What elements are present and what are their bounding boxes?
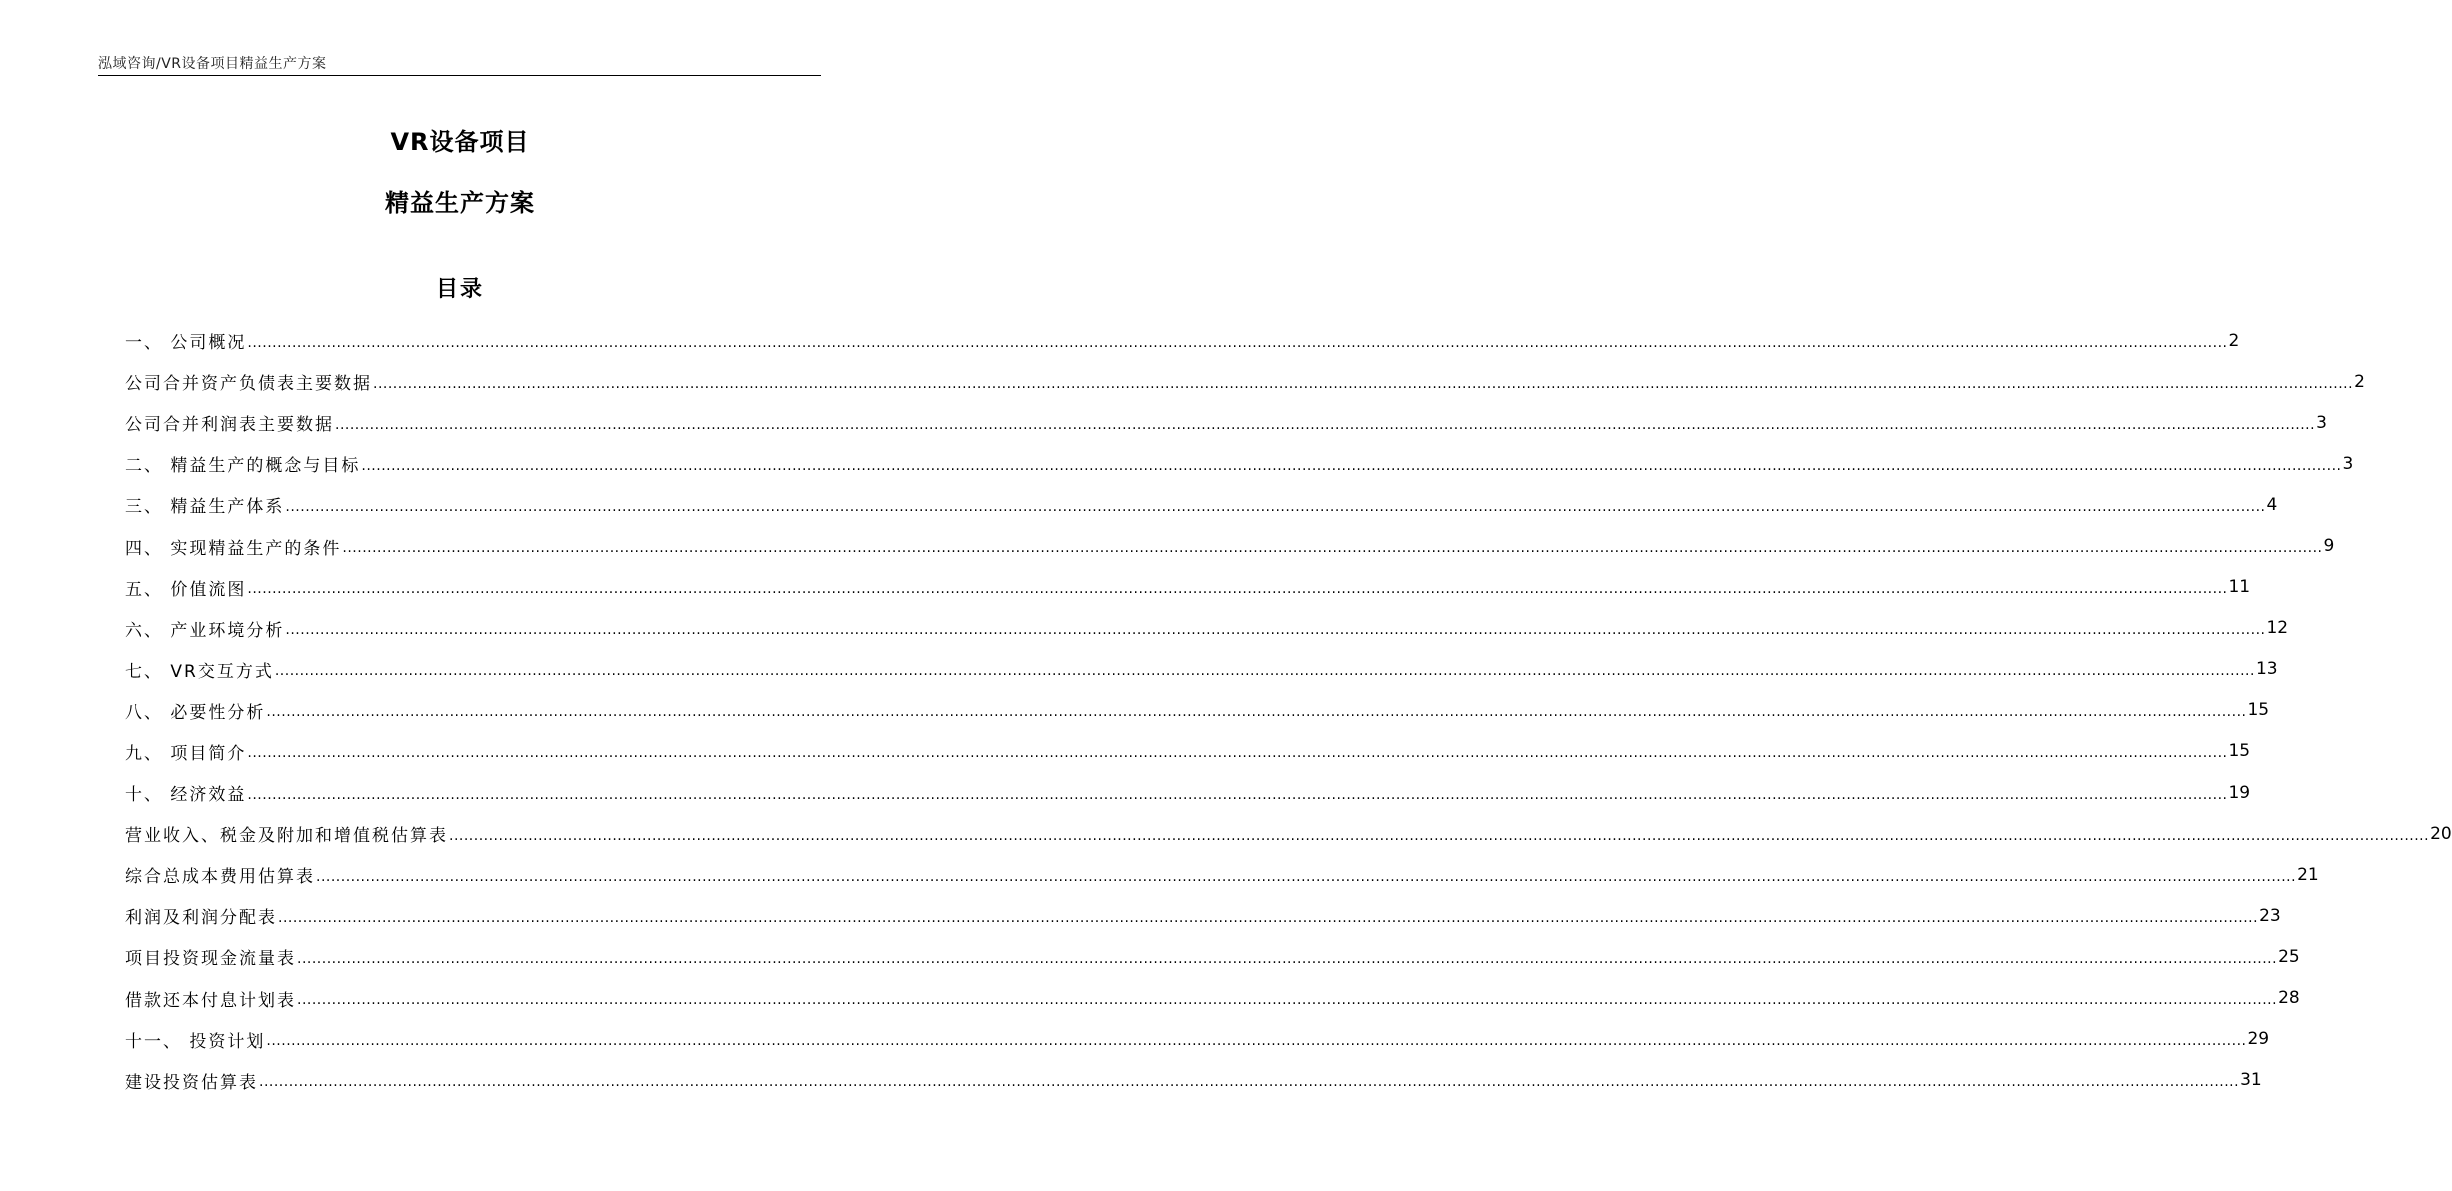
toc-dot-leader: ................................................................................................................................................................................................................................................................................................................................................................................................................ [274,663,2255,680]
toc-entry-page-number: 2 [2228,330,2240,351]
document-title-line-1: VR设备项目 [390,128,530,156]
header-rule [98,75,821,76]
toc-entry-title: 八、 必要性分析 [125,702,266,723]
toc-entry-page-number: 9 [2323,536,2335,557]
toc-entry[interactable] [125,320,2240,361]
toc-entry-page-number: 13 [2255,659,2278,680]
toc-entry[interactable] [125,484,2278,525]
toc-entry[interactable] [125,731,2251,772]
toc-entry-title: 四、 实现精益生产的条件 [125,538,342,559]
toc-entry-title: 建设投资估算表 [125,1072,258,1093]
toc-entry-page-number: 12 [2266,618,2289,639]
document-title-line-2: 精益生产方案 [385,189,535,217]
toc-dot-leader: ................................................................................................................................................................................................................................................................................................................................................................................................................ [342,540,2323,557]
toc-entry[interactable] [125,1019,2270,1060]
toc-entry[interactable] [125,402,2327,443]
toc-dot-leader: ................................................................................................................................................................................................................................................................................................................................................................................................................ [335,416,2316,433]
toc-dot-leader: ................................................................................................................................................................................................................................................................................................................................................................................................................ [278,909,2259,926]
toc-entry[interactable] [125,361,2365,402]
toc-entry-title: 项目投资现金流量表 [125,949,296,970]
toc-entry-title: 十、 经济效益 [125,785,247,806]
toc-entry-title: 五、 价值流图 [125,579,247,600]
toc-entry-title: 三、 精益生产体系 [125,497,285,518]
toc-entry[interactable] [125,978,2300,1019]
toc-dot-leader: ................................................................................................................................................................................................................................................................................................................................................................................................................ [297,992,2278,1009]
toc-entry-title: 综合总成本费用估算表 [125,867,315,888]
toc-entry-page-number: 2 [2354,371,2365,392]
toc-heading: 目录 [435,277,484,302]
toc-dot-leader: ................................................................................................................................................................................................................................................................................................................................................................................................................ [247,334,2228,351]
toc-dot-leader: ................................................................................................................................................................................................................................................................................................................................................................................................................ [361,457,2342,474]
toc-entry-title: 九、 项目简介 [125,743,247,764]
toc-entry-page-number: 11 [2228,577,2251,598]
toc-entry-page-number: 28 [2278,988,2300,1009]
toc-entry-page-number: 3 [2316,412,2327,433]
toc-entry-page-number: 25 [2278,946,2300,967]
toc-dot-leader: ................................................................................................................................................................................................................................................................................................................................................................................................................ [285,498,2266,515]
running-header: 泓域咨询/VR设备项目精益生产方案 [98,56,327,72]
toc-entry-title: 公司合并资产负债表主要数据 [125,374,372,395]
toc-entry[interactable] [125,1060,2262,1101]
toc-dot-leader: ................................................................................................................................................................................................................................................................................................................................................................................................................ [247,581,2228,598]
toc-dot-leader: ................................................................................................................................................................................................................................................................................................................................................................................................................ [247,786,2228,803]
toc-entry[interactable] [125,690,2270,731]
toc-dot-leader: ................................................................................................................................................................................................................................................................................................................................................................................................................ [247,745,2228,762]
toc-entry-page-number: 15 [2228,741,2251,762]
toc-entry[interactable] [125,567,2251,608]
toc-dot-leader: ................................................................................................................................................................................................................................................................................................................................................................................................................ [259,1074,2240,1091]
toc-entry-page-number: 15 [2247,700,2270,721]
toc-entry[interactable] [125,936,2300,977]
toc-entry-page-number: 19 [2228,782,2251,803]
toc-entry-page-number: 21 [2297,864,2319,885]
toc-entry[interactable] [125,772,2251,813]
toc-entry[interactable] [125,895,2281,936]
toc-entry-title: 利润及利润分配表 [125,908,277,929]
toc-entry-title: 十一、 投资计划 [125,1031,266,1052]
toc-entry-page-number: 4 [2266,494,2278,515]
toc-entry-title: 营业收入、税金及附加和增值税估算表 [125,826,448,847]
toc-entry-title: 公司合并利润表主要数据 [125,415,334,436]
toc-dot-leader: ................................................................................................................................................................................................................................................................................................................................................................................................................ [316,868,2297,885]
toc-entry-title: 一、 公司概况 [125,333,247,354]
toc-dot-leader: ................................................................................................................................................................................................................................................................................................................................................................................................................ [449,827,2430,844]
toc-entry[interactable] [125,525,2335,566]
toc-entry-page-number: 31 [2240,1070,2262,1091]
toc-entry-page-number: 29 [2247,1029,2270,1050]
toc-entry-title: 七、 VR交互方式 [125,661,274,682]
toc-entry-title: 借款还本付息计划表 [125,990,296,1011]
toc-entry-page-number: 3 [2342,453,2354,474]
toc-entry[interactable] [125,649,2278,690]
toc-entry-title: 六、 产业环境分析 [125,620,285,641]
toc-entry[interactable] [125,813,2452,854]
toc-dot-leader: ................................................................................................................................................................................................................................................................................................................................................................................................................ [373,375,2354,392]
toc-entry[interactable] [125,608,2289,649]
toc-entry-page-number: 20 [2430,823,2452,844]
toc-entry-page-number: 23 [2259,905,2281,926]
toc-dot-leader: ................................................................................................................................................................................................................................................................................................................................................................................................................ [266,704,2247,721]
table-of-contents [125,320,2452,1101]
toc-dot-leader: ................................................................................................................................................................................................................................................................................................................................................................................................................ [297,950,2278,967]
toc-entry[interactable] [125,443,2354,484]
toc-dot-leader: ................................................................................................................................................................................................................................................................................................................................................................................................................ [285,622,2266,639]
toc-dot-leader: ................................................................................................................................................................................................................................................................................................................................................................................................................ [266,1033,2247,1050]
toc-entry-title: 二、 精益生产的概念与目标 [125,456,361,477]
toc-entry[interactable] [125,854,2319,895]
